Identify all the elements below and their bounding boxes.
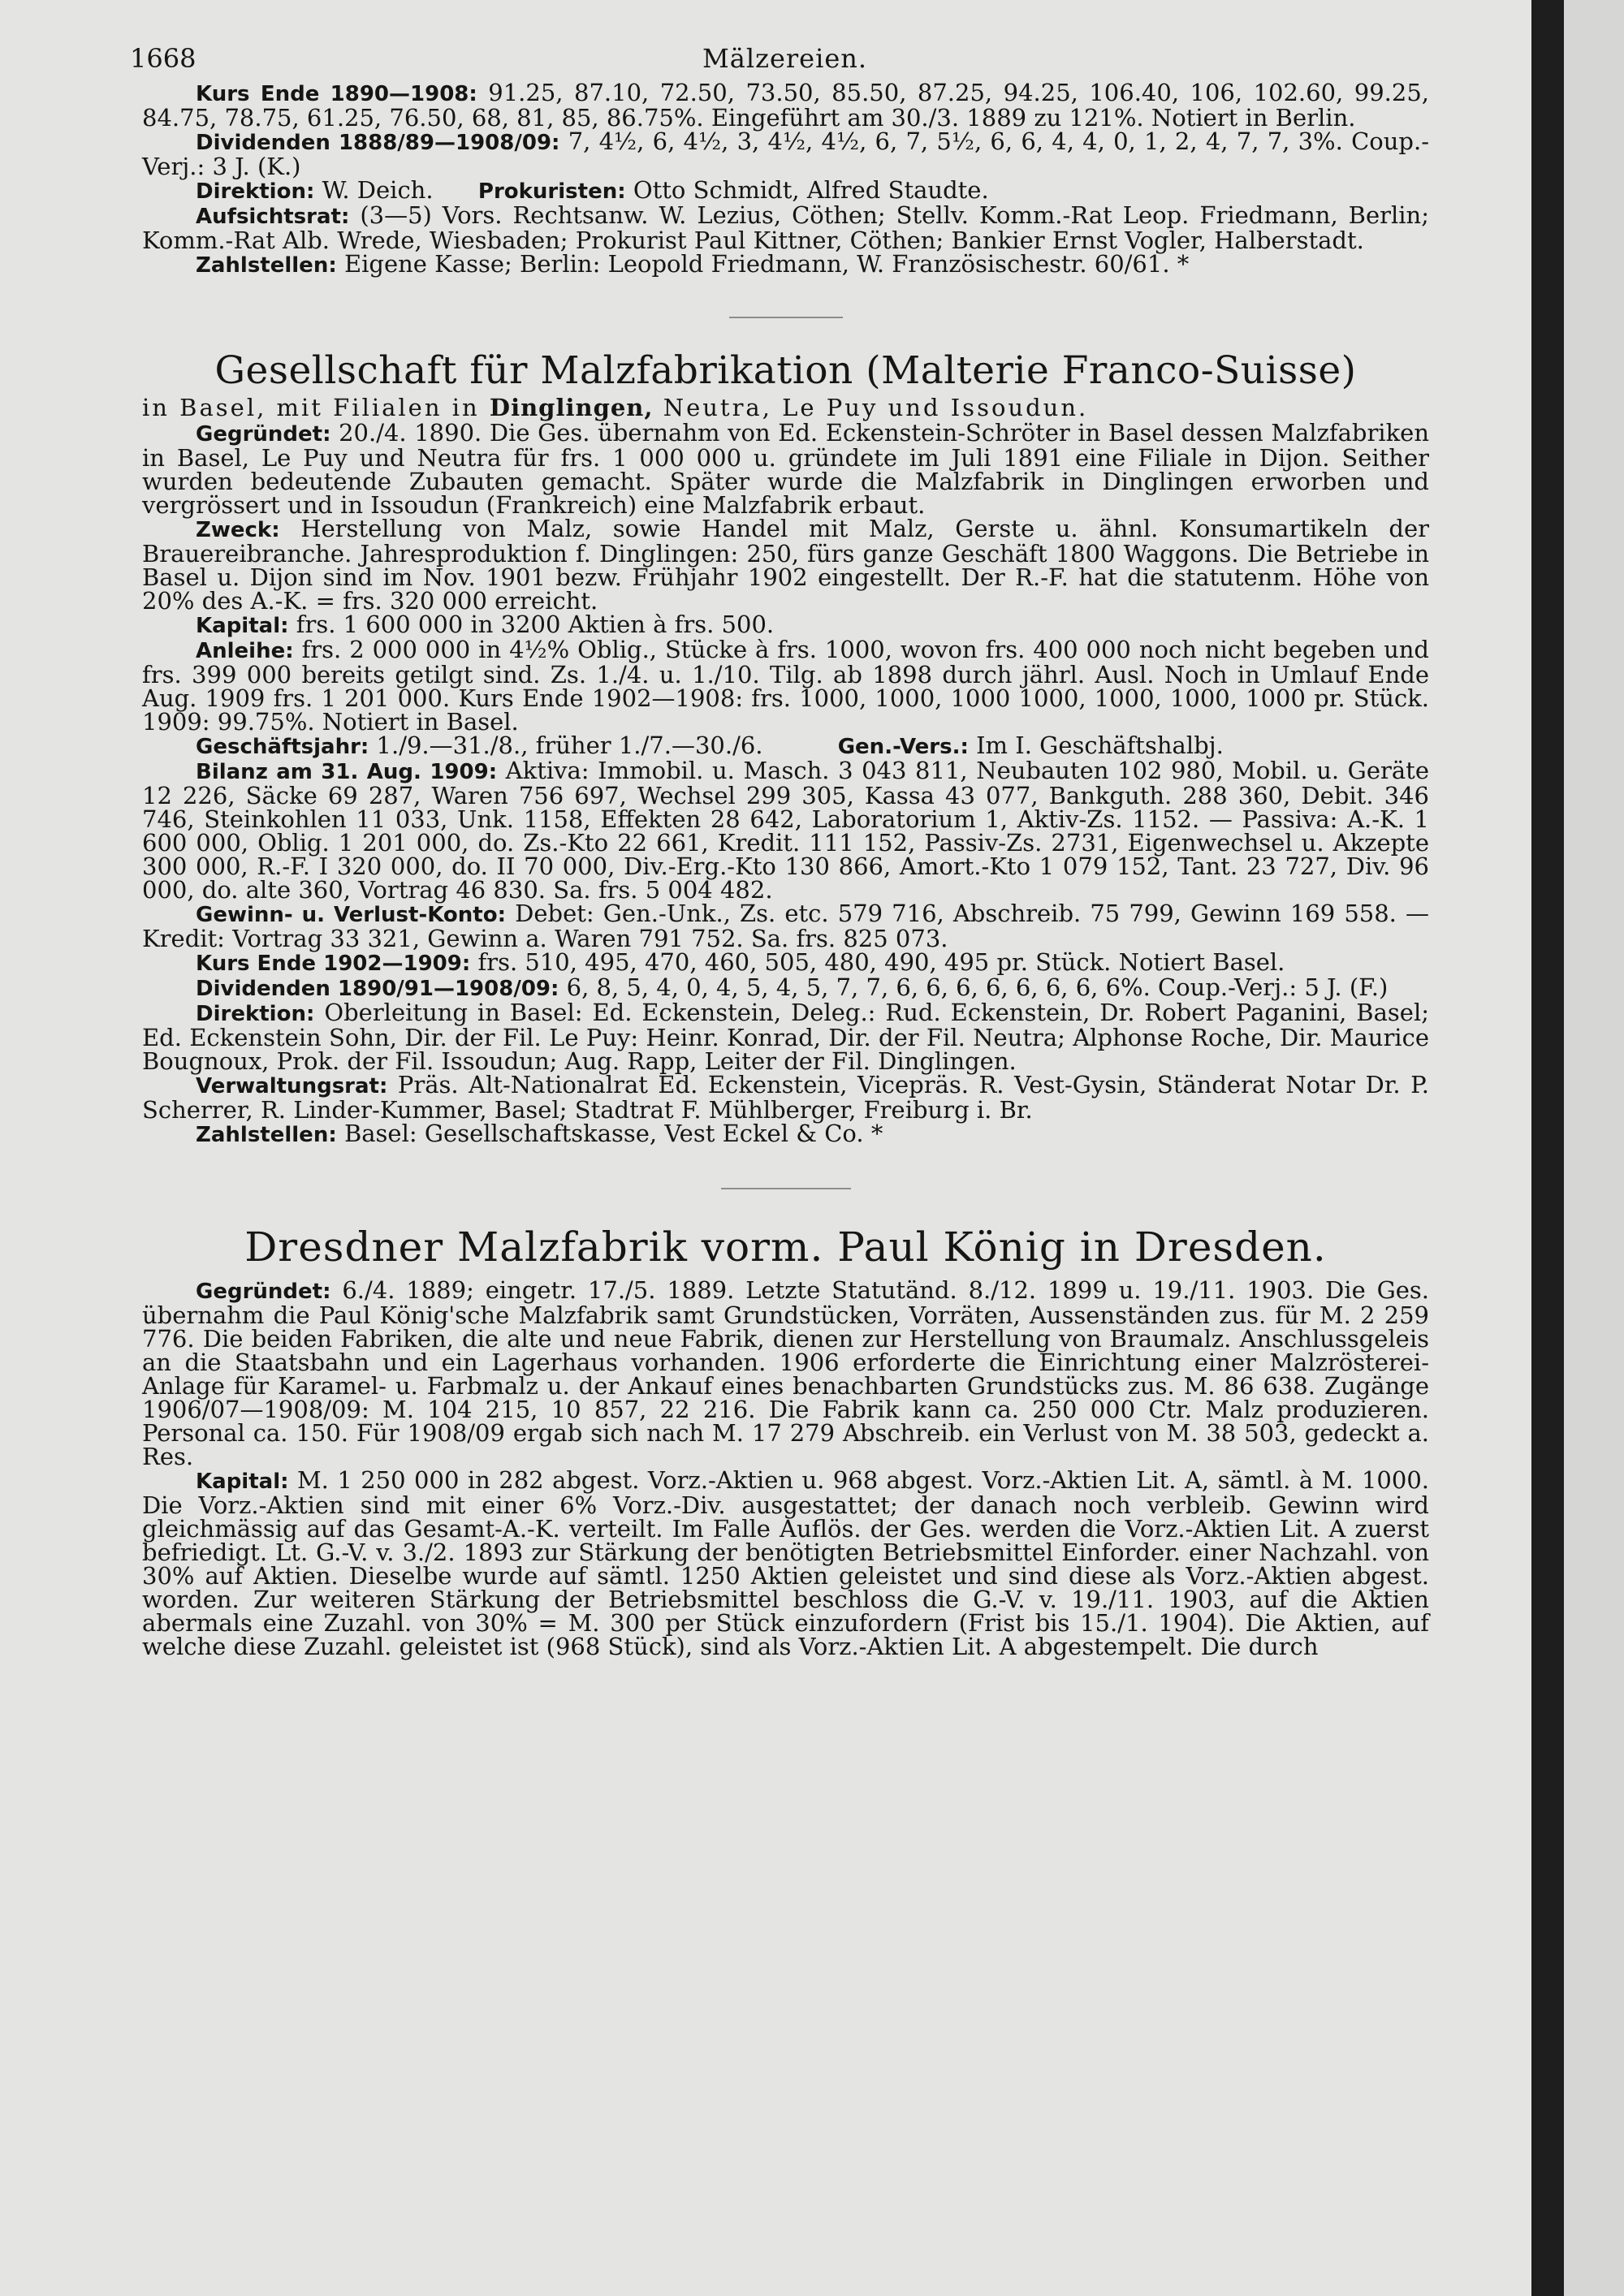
- company-entry-malzfabrikation: [142, 349, 1429, 1147]
- previous-entry: [142, 81, 1429, 278]
- field-text: Eigene Kasse; Berlin: Leopold Friedmann, W. Französischestr. 60/61. *: [336, 250, 1190, 278]
- field-label: Zahlstellen:: [196, 253, 337, 278]
- paragraph-zahlstellen: [142, 252, 1429, 278]
- page-content: [130, 41, 1429, 1660]
- field-text: M. 1 250 000 in 282 abgest. Vorz.-Aktien u. 968 abgest. Vorz.-Aktien Lit. A, sämtl. à M. 1000. Die Vorz.-Aktien sind mit einer 6% Vorz.-Div. ausgestattet; der danach noch verbleib. Gewinn wird gleichmässig auf das Gesamt-A.-K. verteilt. Im Falle Auflös. der Ges. werden die Vorz.-Aktien Lit. A zuerst befriedigt. Lt. G.-V. v. 3./2. 1893 zur Stärkung der benötigten Betriebsmittel Einforder. einer Nachzahl. von 30% auf Aktien. Dieselbe wurde auf sämtl. 1250 Aktien geleistet und sind diese als Vorz.-Aktien abgest. worden. Zur weiteren Stärkung der Betriebsmittel beschloss die G.-V. v. 19./11. 1903, auf die Aktien abermals eine Zuzahl. von 30% = M. 300 per Stück einzufordern (Frist bis 15./1. 1904). Die Aktien, auf welche diese Zuzahl. geleistet ist (968 Stück), sind als Vorz.-Aktien Lit. A abgestempelt. Die durch: [142, 1466, 1429, 1660]
- field-label: Prokuristen:: [477, 179, 626, 204]
- field-label: Geschäftsjahr:: [196, 735, 369, 759]
- paragraph-kapital: [142, 613, 1429, 638]
- paragraph-dividenden: [142, 127, 1429, 180]
- paragraph-dividenden: [142, 973, 1429, 1001]
- field-label: Bilanz am 31. Aug. 1909:: [196, 760, 498, 784]
- running-head: Mälzereien.: [702, 43, 868, 74]
- field-text: W. Deich.: [314, 176, 478, 204]
- paragraph-kurs: [142, 948, 1429, 976]
- field-text: 91.25, 87.10, 72.50, 73.50, 85.50, 87.25, 94.25, 106.40, 106, 102.60, 99.25, 84.75, 78.75, 61.25, 76.50, 68, 81, 85, 86.75%. Eingeführt am 30./3. 1889 zu 121%. Notiert in Berlin.: [142, 79, 1429, 132]
- field-label: Zweck:: [196, 518, 280, 542]
- paragraph-anleihe: [142, 638, 1429, 734]
- field-label: Kurs Ende 1890—1908:: [196, 82, 477, 106]
- field-text: Präs. Alt-Nationalrat Ed. Eckenstein, Vicepräs. R. Vest-Gysin, Ständerat Notar Dr. P. Scherrer, R. Linder-Kummer, Basel; Stadtrat F. Mühlberger, Freiburg i. Br.: [142, 1071, 1429, 1124]
- field-text: 6, 8, 5, 4, 0, 4, 5, 4, 5, 7, 7, 6, 6, 6, 6, 6, 6, 6, 6%. Coup.-Verj.: 5 J. (F.): [559, 973, 1389, 1001]
- paragraph-direktion: [142, 1001, 1429, 1073]
- paragraph-geschaeftsjahr: [142, 734, 1429, 759]
- page-header: [130, 41, 1429, 73]
- field-text: frs. 2 000 000 in 4½% Oblig., Stücke à frs. 1000, wovon frs. 400 000 noch nicht begeben und frs. 399 000 bereits getilgt sind. Zs. 1./4. u. 1./10. Tilg. ab 1898 durch jährl. Ausl. Noch in Umlauf Ende Aug. 1909 frs. 1 201 000. Kurs Ende 1902—1908: frs. 1000, 1000, 1000 1000, 1000, 1000, 1000 pr. Stück. 1909: 99.75%. Notiert in Basel.: [142, 636, 1429, 736]
- company-location: [142, 396, 1429, 420]
- page-number: 1668: [130, 43, 197, 74]
- field-text: 20./4. 1890. Die Ges. übernahm von Ed. Eckenstein-Schröter in Basel dessen Malzfabriken in Basel, Le Puy und Neutra für frs. 1 000 000 u. gründete im Juli 1891 eine Filiale in Dijon. Seither wurden bedeutende Zubauten gemacht. Später wurde die Malzfabrik in Dinglingen erworben und vergrössert und in Issoudun (Frankreich) eine Malzfabrik erbaut.: [142, 419, 1429, 519]
- field-label: Gewinn- u. Verlust-Konto:: [196, 903, 506, 927]
- location-text: in Basel, mit Filialen in: [142, 394, 490, 421]
- field-text: frs. 510, 495, 470, 460, 505, 480, 490, 495 pr. Stück. Notiert Basel.: [470, 948, 1285, 976]
- field-text: (3—5) Vors. Rechtsanw. W. Lezius, Cöthen; Stellv. Komm.-Rat Leop. Friedmann, Berlin; Komm.-Rat Alb. Wrede, Wiesbaden; Prokurist Paul Kittner, Cöthen; Bankier Ernst Vogler, Halberstadt.: [142, 201, 1429, 254]
- company-title: Gesellschaft für Malzfabrikation (Malterie Franco-Suisse): [214, 348, 1357, 393]
- field-label: Verwaltungsrat:: [196, 1074, 388, 1098]
- location-bold: Dinglingen,: [489, 394, 654, 421]
- paragraph-gegruendet: [142, 421, 1429, 517]
- field-label: Direktion:: [196, 179, 315, 204]
- paragraph-kurs: [142, 81, 1429, 130]
- page-edge-shadow: [1531, 0, 1564, 2296]
- paragraph-gewinn-verlust: [142, 902, 1429, 951]
- paragraph-gegruendet: [142, 1276, 1429, 1470]
- scan-margin: [1564, 0, 1624, 2296]
- field-text: 7, 4½, 6, 4½, 3, 4½, 4½, 6, 7, 5½, 6, 6, 4, 4, 0, 1, 2, 4, 7, 7, 3%. Coup.-Verj.: 3 J. (K.): [142, 127, 1429, 180]
- field-text: Herstellung von Malz, sowie Handel mit Malz, Gerste u. ähnl. Konsumartikeln der Brauereibranche. Jahresproduktion f. Dinglingen: 250, fürs ganze Geschäft 1800 Waggons. Die Betriebe in Basel u. Dijon sind im Nov. 1901 bezw. Frühjahr 1902 eingestellt. Der R.-F. hat die statutenm. Höhe von 20% des A.-K. = frs. 320 000 erreicht.: [142, 515, 1429, 615]
- company-entry-dresdner-malzfabrik: [142, 1224, 1429, 1659]
- paragraph-direktion: [142, 176, 1429, 204]
- paragraph-bilanz: [142, 759, 1429, 902]
- field-label: Dividenden 1890/91—1908/09:: [196, 977, 559, 1001]
- field-label: Kapital:: [196, 1470, 289, 1494]
- section-divider: [721, 1188, 851, 1189]
- field-text: 1./9.—31./8., früher 1./7.—30./6.: [369, 732, 838, 759]
- field-label: Gegründet:: [196, 422, 331, 447]
- field-label: Aufsichtsrat:: [196, 205, 350, 229]
- location-text: Neutra, Le Puy und Issoudun.: [653, 394, 1089, 421]
- section-divider: [729, 317, 843, 318]
- paragraph-aufsichtsrat: [142, 201, 1429, 254]
- paragraph-kapital: [142, 1466, 1429, 1660]
- field-text: Otto Schmidt, Alfred Staudte.: [625, 176, 989, 204]
- paragraph-verwaltungsrat: [142, 1073, 1429, 1122]
- field-text: Aktiva: Immobil. u. Masch. 3 043 811, Neubauten 102 980, Mobil. u. Geräte 12 226, Säcke 69 287, Waren 756 697, Wechsel 299 305, Kassa 43 077, Bankguth. 288 360, Debit. 346 746, Steinkohlen 11 033, Unk. 1158, Effekten 28 642, Laboratorium 1, Aktiv-Zs. 1152. — Passiva: A.-K. 1 600 000, Oblig. 1 201 000, do. Zs.-Kto 22 661, Kredit. 111 152, Passiv-Zs. 2731, Eigenwechsel u. Akzepte 300 000, R.-F. I 320 000, do. II 70 000, Div.-Erg.-Kto 130 866, Amort.-Kto 1 079 152, Tant. 23 727, Div. 96 000, do. alte 360, Vortrag 46 830. Sa. frs. 5 004 482.: [142, 757, 1429, 904]
- paragraph-zweck: [142, 517, 1429, 613]
- field-label: Anleihe:: [196, 639, 294, 663]
- company-title: Dresdner Malzfabrik vorm. Paul König in Dresden.: [244, 1224, 1327, 1271]
- field-label: Dividenden 1888/89—1908/09:: [196, 131, 560, 155]
- field-label: Zahlstellen:: [196, 1123, 337, 1147]
- paragraph-zahlstellen: [142, 1122, 1429, 1147]
- field-label: Kurs Ende 1902—1909:: [196, 952, 471, 976]
- field-label: Kapital:: [196, 614, 289, 638]
- field-text: frs. 1 600 000 in 3200 Aktien à frs. 500.: [288, 611, 775, 638]
- field-text: Debet: Gen.-Unk., Zs. etc. 579 716, Abschreib. 75 799, Gewinn 169 558. — Kredit: Vortrag 33 321, Gewinn a. Waren 791 752. Sa. frs. 825 073.: [142, 900, 1429, 952]
- field-label: Direktion:: [196, 1002, 315, 1026]
- field-text: Basel: Gesellschaftskasse, Vest Eckel & Co. *: [336, 1120, 883, 1147]
- field-text: 6./4. 1889; eingetr. 17./5. 1889. Letzte Statutänd. 8./12. 1899 u. 19./11. 1903. Die Ges. übernahm die Paul König'sche Malzfabrik samt Grundstücken, Vorräten, Aussenständen zus. für M. 2 259 776. Die beiden Fabriken, die alte und neue Fabrik, dienen zur Herstellung von Braumalz. Anschlussgeleis an die Staatsbahn und ein Lagerhaus vorhanden. 1906 erforderte die Einrichtung einer Malzrösterei-Anlage für Karamel- u. Farbmalz u. der Ankauf eines benachbarten Grundstücks zus. M. 86 638. Zugänge 1906/07—1908/09: M. 104 215, 10 857, 22 216. Die Fabrik kann ca. 250 000 Ctr. Malz produzieren. Personal ca. 150. Für 1908/09 ergab sich nach M. 17 279 Abschreib. ein Verlust von M. 38 503, gedeckt a. Res.: [142, 1276, 1429, 1470]
- field-label: Gen.-Vers.:: [837, 735, 969, 759]
- field-text: Oberleitung in Basel: Ed. Eckenstein, Deleg.: Rud. Eckenstein, Dr. Robert Paganini, Basel; Ed. Eckenstein Sohn, Dir. der Fil. Le Puy: Heinr. Konrad, Dir. der Fil. Neutra; Alphonse Roche, Dir. Maurice Bougnoux, Prok. der Fil. Issoudun; Aug. Rapp, Leiter der Fil. Dinglingen.: [142, 999, 1429, 1075]
- field-text: Im I. Geschäftshalbj.: [968, 732, 1224, 759]
- field-label: Gegründet:: [196, 1280, 331, 1304]
